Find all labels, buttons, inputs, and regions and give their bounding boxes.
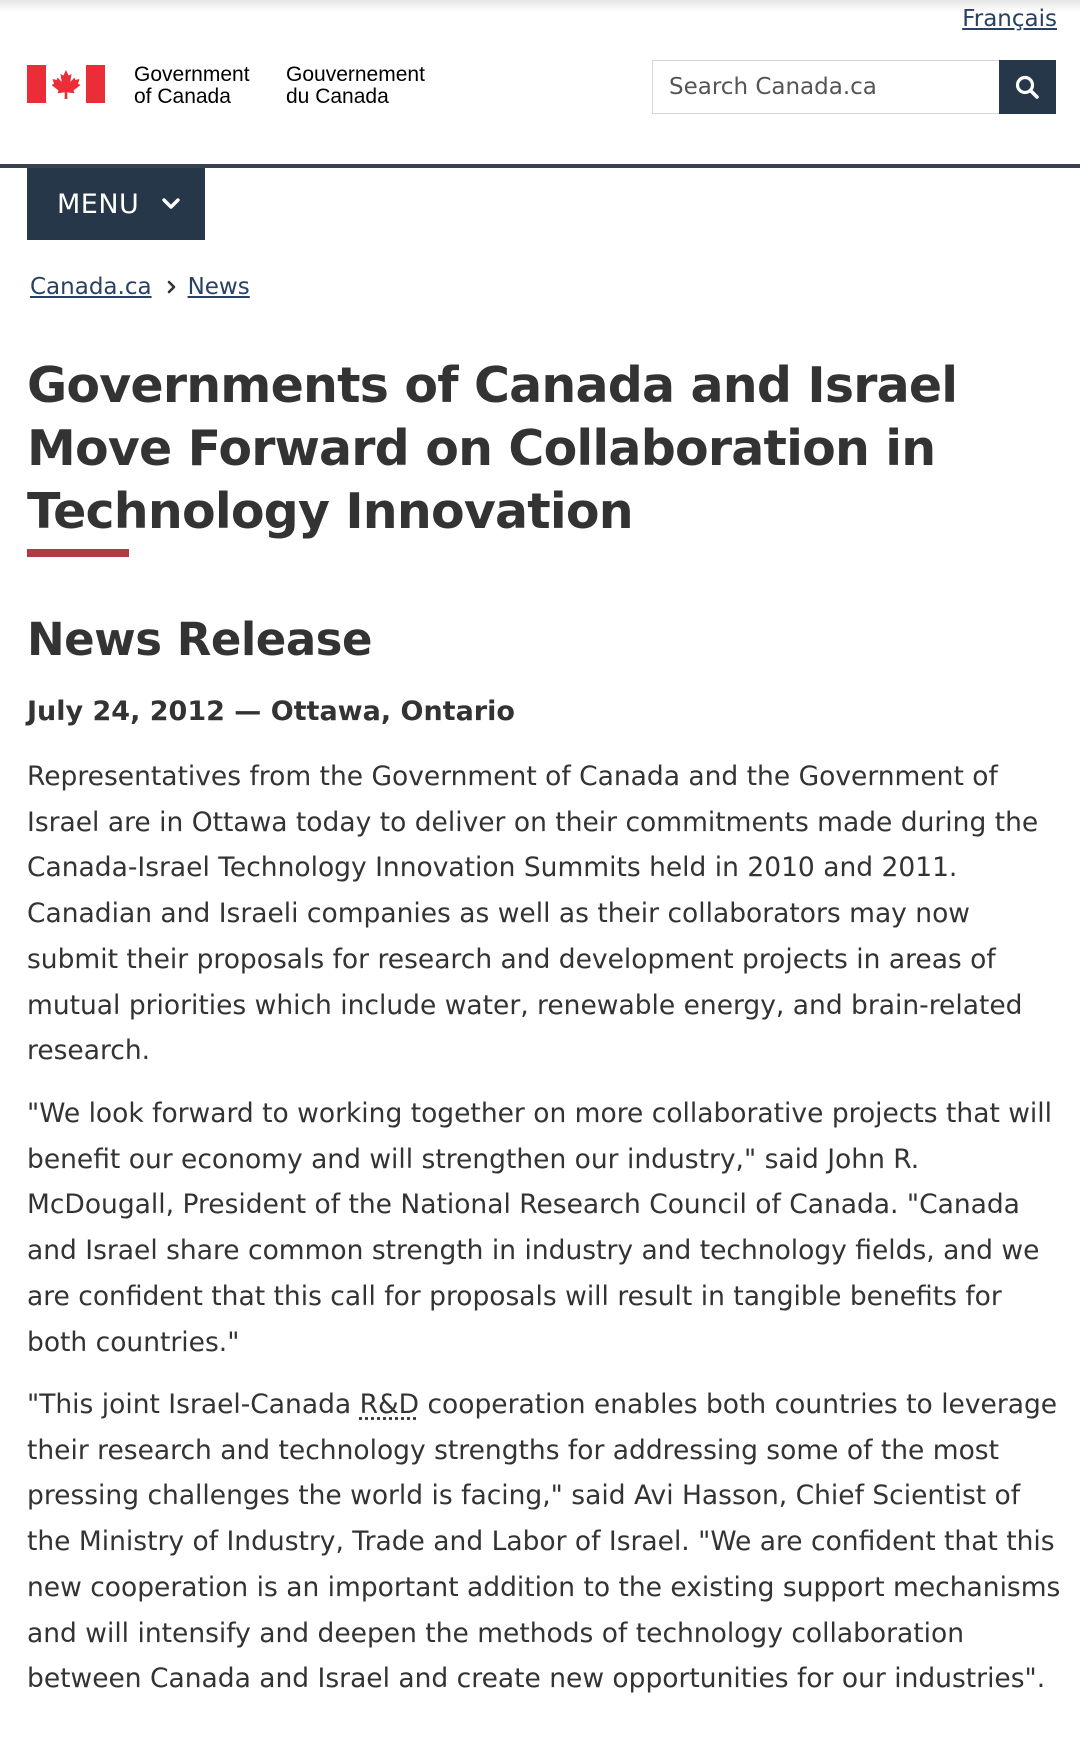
dateline: July 24, 2012 — Ottawa, Ontario (27, 696, 515, 727)
menu-label: MENU (57, 188, 140, 220)
signature-french (286, 64, 456, 108)
chevron-down-icon (161, 197, 181, 211)
breadcrumb (30, 274, 250, 300)
chevron-right-icon (166, 279, 178, 295)
search-button[interactable] (999, 60, 1056, 114)
abbr-rd: R&D (359, 1389, 420, 1420)
canada-flag-icon (27, 65, 105, 103)
breadcrumb-link-news[interactable]: News (187, 274, 250, 300)
title-underline-bar (27, 549, 129, 557)
top-shade (0, 0, 1080, 12)
paragraph-2: "We look forward to working together on more collaborative projects that will benefit our economy and will strengthen our industry," said John R. McDougall, President of the National Research Council of Canada. "Canada and Israel share common strength in industry and technology fields, and we are confident that this call for proposals will result in tangible benefits for both countries." (27, 1098, 1053, 1358)
signature-en-line2: of Canada (134, 85, 231, 108)
signature-fr-line2: du Canada (286, 85, 389, 108)
breadcrumb-link-canada[interactable]: Canada.ca (30, 274, 152, 300)
menu-button[interactable] (27, 168, 205, 240)
signature-en-line1: Government (134, 63, 250, 86)
paragraph-1: Representatives from the Government of Canada and the Government of Israel are in Ottawa today to deliver on their commitments made during the Canada-Israel Technology Innovation Summits held in 2010 and 2011. Canadian and Israeli companies as well as their collaborators may now submit their proposals for research and development projects in areas of mutual priorities which include water, renewable energy, and brain-related research. (27, 761, 1039, 1067)
signature-english (134, 64, 274, 108)
signature-fr-line1: Gouvernement (286, 63, 425, 86)
paragraph-3-end: cooperation enables both countries to leverage their research and technology strengths for addressing some of the most pressing challenges the world is facing," said Avi Hasson, Chief Scientist of the Ministry of Industry, Trade and Labor of Israel. "We are confident that this new cooperation is an important addition to the existing support mechanisms and will intensify and deepen the methods of technology collaboration between Canada and Israel and create new opportunities for our industries". (27, 1389, 1061, 1695)
government-signature[interactable] (27, 62, 425, 108)
news-release-heading: News Release (27, 613, 372, 666)
language-toggle-link[interactable]: Français (962, 6, 1057, 32)
search-input[interactable] (652, 60, 999, 114)
paragraph-3-start: "This joint Israel-Canada (27, 1389, 360, 1420)
search-icon (1014, 74, 1040, 100)
search-form (652, 60, 1056, 114)
paragraph-3 (27, 1382, 1062, 1702)
page-title: Governments of Canada and Israel Move Forward on Collaboration in Technology Innovation (27, 357, 958, 540)
